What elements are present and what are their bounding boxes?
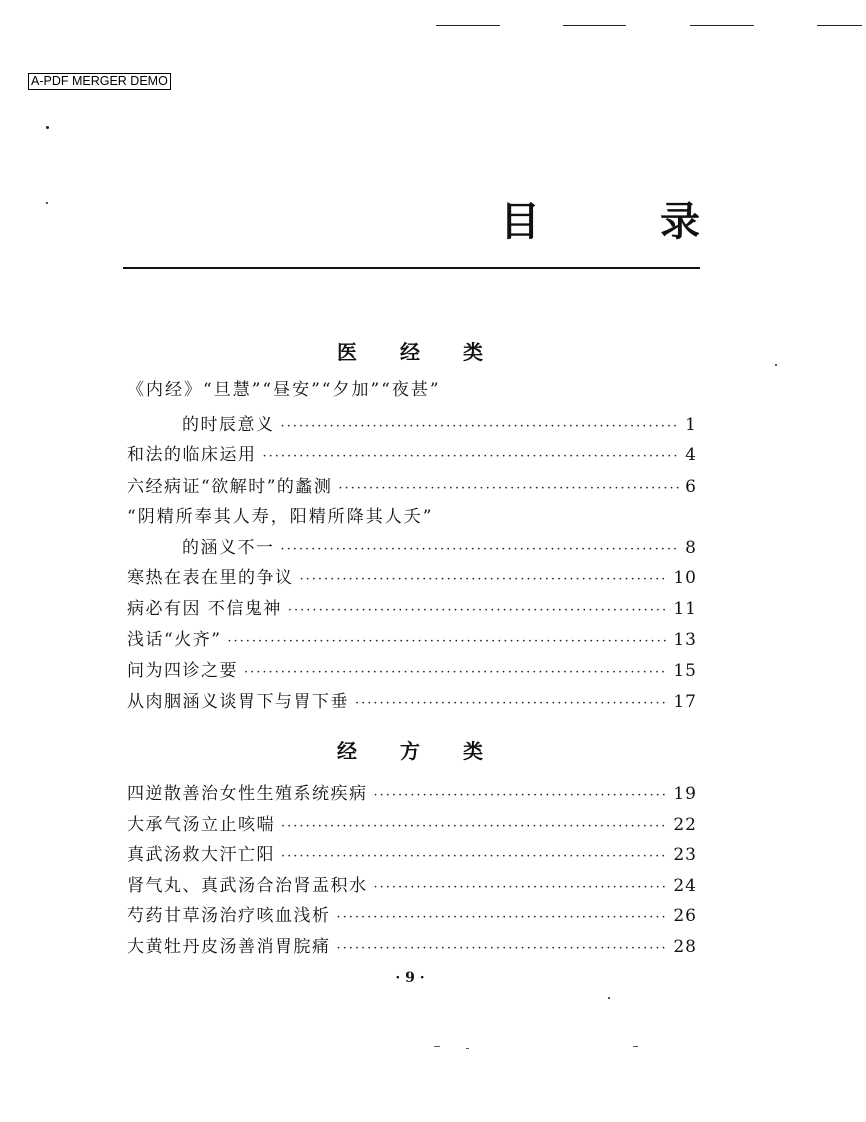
toc-entry[interactable]	[127, 812, 697, 838]
toc-entry-page: 23	[673, 845, 697, 865]
leader-dots	[300, 567, 668, 593]
toc-entry-page: 8	[685, 538, 697, 558]
leader-dots	[337, 905, 668, 931]
toc-heading-char-1: 目	[500, 199, 540, 245]
section-title: 医 经 类	[337, 340, 501, 364]
scan-rule	[563, 25, 626, 26]
toc-entry-title: 《内经》“旦慧”“昼安”“夕加”“夜甚”	[127, 380, 441, 400]
scan-rule	[817, 25, 862, 26]
toc-entry-title: 四逆散善治女性生殖系统疾病	[127, 784, 368, 804]
toc-entry[interactable]	[127, 658, 697, 684]
toc-entry-page: 11	[673, 599, 697, 619]
toc-entry-title: 真武汤救大汗亡阳	[127, 845, 275, 865]
scan-rule	[690, 25, 754, 26]
scan-dash	[466, 1048, 469, 1049]
toc-entry-page: 19	[673, 784, 697, 804]
toc-entry[interactable]	[127, 903, 697, 929]
toc-entry[interactable]	[127, 565, 697, 591]
toc-entry-page: 26	[673, 906, 697, 926]
toc-entry-page: 1	[685, 415, 697, 435]
toc-entry[interactable]	[127, 596, 697, 622]
toc-entry[interactable]	[127, 873, 697, 899]
toc-entry-title: 从肉胭涵义谈胃下与胃下垂	[127, 692, 349, 712]
toc-entry[interactable]	[182, 412, 697, 438]
toc-entry-page: 15	[673, 661, 697, 681]
toc-entry-page: 22	[673, 815, 697, 835]
toc-entry-title: 肾气丸、真武汤合治肾盂积水	[127, 876, 368, 896]
toc-entry-title: 大承气汤立止咳喘	[127, 815, 275, 835]
toc-entry-page: 10	[673, 568, 697, 588]
toc-entry-title: 的涵义不一	[182, 538, 275, 558]
leader-dots	[338, 476, 679, 502]
leader-dots	[374, 875, 668, 901]
leader-dots	[281, 414, 680, 440]
toc-entry[interactable]	[127, 504, 697, 530]
scan-rule	[436, 25, 500, 26]
toc-entry[interactable]	[127, 377, 697, 403]
leader-dots	[337, 936, 668, 962]
toc-entry-page: 24	[673, 876, 697, 896]
leader-dots	[288, 598, 667, 624]
toc-entry-title: 浅话“火齐”	[127, 630, 222, 650]
toc-entry[interactable]	[182, 535, 697, 561]
toc-entry-title: 大黄牡丹皮汤善消胃脘痛	[127, 937, 331, 957]
leader-dots	[281, 814, 667, 840]
section-title: 经 方 类	[337, 739, 501, 763]
scan-speck	[608, 997, 610, 999]
toc-entry-title: 芍药甘草汤治疗咳血浅析	[127, 906, 331, 926]
toc-entry[interactable]	[127, 934, 697, 960]
toc-entry[interactable]	[127, 781, 697, 807]
toc-heading-char-2: 录	[660, 199, 700, 245]
toc-entry[interactable]	[127, 842, 697, 868]
scan-speck	[46, 202, 48, 204]
scan-speck	[46, 126, 49, 129]
toc-entry-page: 17	[673, 692, 697, 712]
watermark-label: A-PDF MERGER DEMO	[28, 73, 171, 90]
toc-entry-title: 和法的临床运用	[127, 445, 257, 465]
toc-entry-title: 病必有因 不信鬼神	[127, 599, 282, 619]
toc-entry-title: 问为四诊之要	[127, 661, 238, 681]
toc-entry-title: 的时辰意义	[182, 415, 275, 435]
heading-divider	[123, 267, 700, 269]
toc-entry-title: 寒热在表在里的争议	[127, 568, 294, 588]
toc-entry-title: “阴精所奉其人寿，阳精所降其人夭”	[127, 507, 434, 527]
toc-entry[interactable]	[127, 627, 697, 653]
leader-dots	[244, 660, 667, 686]
leader-dots	[281, 844, 667, 870]
toc-entry[interactable]	[127, 689, 697, 715]
toc-heading	[500, 198, 700, 246]
toc-entry[interactable]	[127, 442, 697, 468]
leader-dots	[227, 629, 667, 655]
toc-entry-page: 28	[673, 937, 697, 957]
scan-speck	[775, 364, 777, 366]
leader-dots	[355, 691, 667, 717]
leader-dots	[374, 783, 668, 809]
leader-dots	[263, 444, 680, 470]
scan-dash	[434, 1046, 440, 1047]
toc-entry[interactable]	[127, 474, 697, 500]
toc-entry-page: 13	[673, 630, 697, 650]
toc-entry-page: 6	[685, 477, 697, 497]
scan-dash	[633, 1046, 638, 1047]
page-number: · 9 ·	[395, 970, 425, 986]
toc-entry-title: 六经病证“欲解时”的蠡测	[127, 477, 333, 497]
leader-dots	[281, 537, 680, 563]
toc-entry-page: 4	[685, 445, 697, 465]
